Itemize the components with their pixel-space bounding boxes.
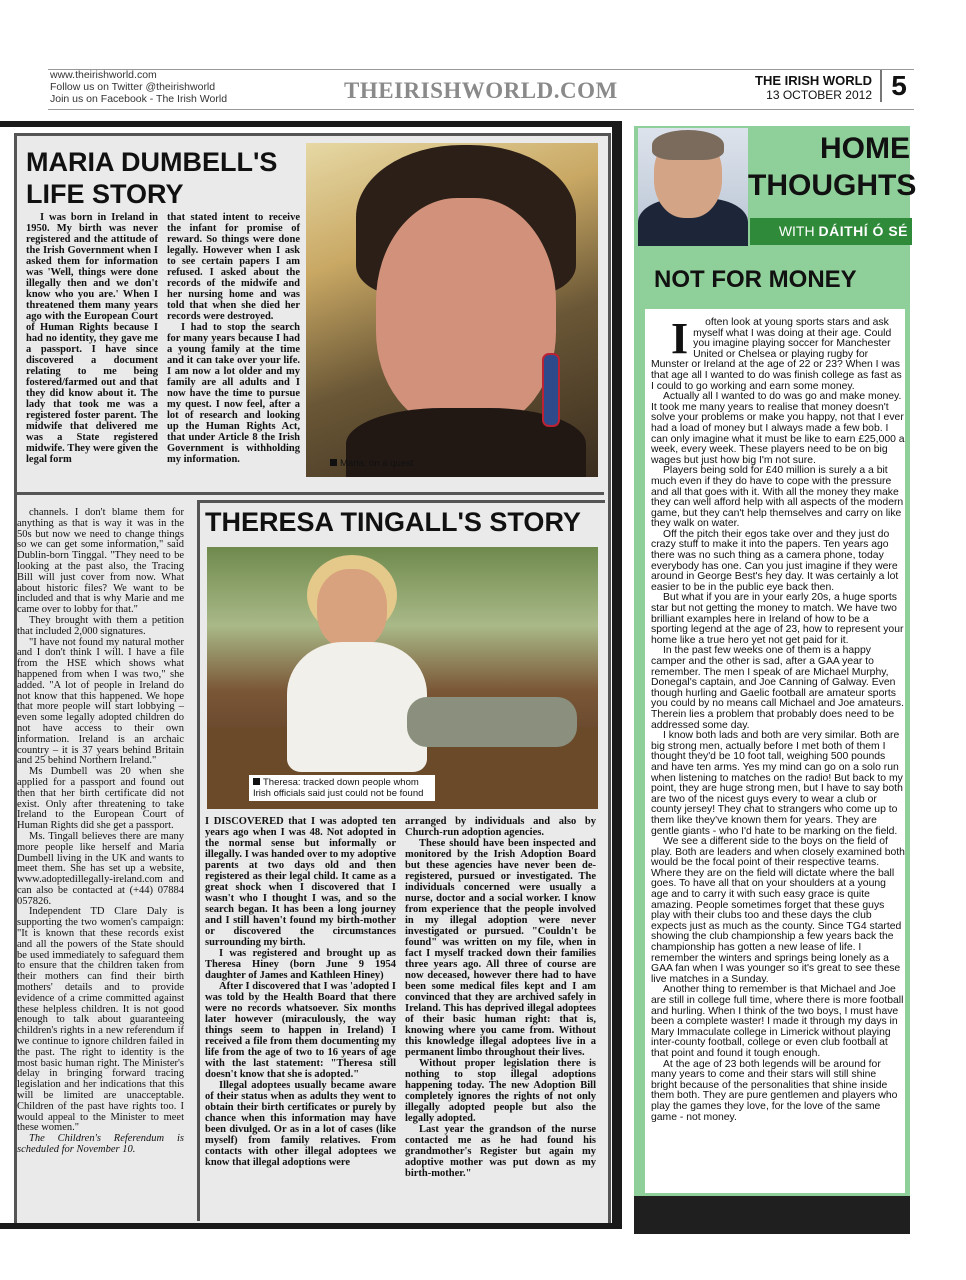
column-lead-text: often look at young sports stars and ask myself what I was doing at their age. Could you imagine playing soccer for Manchester United or Chelsea or playing rugby for Munster or Ireland at the age of 22 or 23? When I was that age all I wanted to do was finish college as fast as I could to go working and earn some money. bbox=[651, 317, 902, 392]
column-heading: HOME THOUGHTS bbox=[748, 132, 917, 202]
theresa-column-1 bbox=[205, 816, 396, 1168]
column-paragraph: Actually all I wanted to do was go and make money. It took me many years to realise that money doesn't solve your problems or make you happy, not that I ever had a load of money but I always made a few bob. I can only imagine what it must be like to earn £25,000 a week, every week. These players need to be on big wages but just how big I'm not sure. bbox=[651, 391, 905, 466]
page-number: 5 bbox=[880, 70, 916, 102]
theresa-paragraph: arranged by individuals and also by Church-run adoption agencies. bbox=[405, 816, 596, 838]
column-paragraph: Another thing to remember is that Michael and Joe are still in college full time, where there is more football and hurling. When I think of the two boys, I must have been a complete waster! I made it through my days in Mary Immaculate college in Limerick without playing inter-county football, college or even club football at that point and found it tough enough. bbox=[651, 984, 904, 1059]
column-paragraph: Off the pitch their egos take over and they just do crazy stuff to make it into the papers. Ten years ago there was no such thing as a camera phone, today everybody has one. Can you just imagine if they were around in George Best's hey day. It was certainly a lot easier to be in the public eye back then. bbox=[651, 528, 899, 593]
continuation-paragraph: They brought with them a petition that included 2,000 signatures. bbox=[17, 614, 184, 637]
theresa-caption-text: Theresa: tracked down people whom Irish officials said just could not be found bbox=[253, 777, 424, 799]
column-paragraph: We see a different side to the boys on the field of play. Both are leaders and when closely examined both would be the focal point of their respective teams. Where they are on the field will dictate where the ball goes. To have all that on your shoulders at a young age and to carry it with such easy grace is quite amazing. People sometimes forget that these guys play with their clubs too and these days the club expects just as much as the county. Since TG4 started showing the club championship a few years back the championship has gotten a new lease of life. I remember the winters and springs being lonely as a GAA fan when I was younger so it's great to see these live matches in a Sunday. bbox=[651, 836, 905, 985]
maria-paragraph: I was born in Ireland in 1950. My birth was never registered and the attitude of the Irish Government when I asked them for information was 'Well, things were done illegally then and we don't know who you are.' When I threatened them many years ago with the European Court of Human Rights because I had no identity, they gave me a passport. I have since discovered a document relating to me being fostered/farmed out and that they did know about it. The lady that took me was a registered foster parent. The midwife that delivered me was a State registered midwife. They were given the legal form bbox=[26, 212, 158, 465]
referendum-footnote: The Children's Referendum is scheduled for November 10. bbox=[17, 1133, 184, 1156]
continuation-paragraph: "I have not found my natural mother and I don't think I will. I have a file from the HSE which shows what happened from when I was two," she added. "A lot of people in Ireland do not know that this happened. We hope that more people will start lobbying – even some legally adopted children do not have access to their own information. Ireland is an archaic country – it is 37 years behind Britain and 25 behind Northern Ireland." bbox=[17, 636, 184, 767]
caption-square-icon bbox=[253, 778, 260, 785]
maria-paragraph: that stated intent to receive the infant for promise of reward. So things were done legally. However when I ask to see certain papers I am refused. I asked about the records of the midwife and her nursing home and was told that when she died her records were destroyed. bbox=[167, 212, 300, 322]
theresa-paragraph: Last year the grandson of the nurse contacted me as he had found his grandmother's Register but again my adoptive mother was put down as my birth-mother." bbox=[405, 1124, 596, 1179]
column-paragraph: At the age of 23 both legends will be around for many years to come and their stars will still shine bright because of the personalities that shine inside them both. They are pure gentlemen and players who play the games they love, for the love of the same game - not money. bbox=[651, 1058, 898, 1123]
drop-cap: I bbox=[671, 314, 689, 363]
continuation-paragraph: Ms Dumbell was 20 when she applied for a passport and found out then that her birth certificate did not exist. Only after threatening to take Ireland to the European Court of Human Rights did she get a passport. bbox=[17, 766, 184, 832]
masthead-links bbox=[50, 69, 227, 105]
byline-author: DÁITHÍ Ó SÉ bbox=[818, 223, 908, 239]
column-paragraph: In the past few weeks one of them is a happy camper and the other is sad, after a GAA year to remember. The men I speak of are Michael Murphy, Donegal's captain, and Joe Canning of Galway. Even though hurling and Gaelic football are amateur sports you could by no means call Michael and Joe amateurs. Therein lies a problem that probably does need to be addressed some day. bbox=[651, 645, 904, 731]
photo-face bbox=[376, 198, 556, 428]
theresa-paragraph: These should have been inspected and monitored by the Irish Adoption Board but these agencies have never been de-registered, pursued or investigated. The individuals concerned were usually a nurse, doctor and a social worker. I know from experience that the people involved in my illegal adoption were never investigated or pursued. "Couldn't be found" was written on my file, when in fact I myself tracked down their families three years ago. All three of course are now deceased, however there had to have been some medical files kept and I am convinced that they are archived safely in Ireland. This has deprived illegal adoptees of their basic human right: that is, knowing where you came from. Without this knowledge illegal adoptees live in a permanent limbo throughout their lives. bbox=[405, 838, 596, 1058]
theresa-paragraph: Without proper legislation there is nothing to stop illegal adoptions happening today. The new Adoption Bill completely ignores the rights of not only illegally adopted people but also the legally adopted. bbox=[405, 1058, 596, 1124]
theresa-caption bbox=[249, 775, 435, 801]
photo-earring bbox=[542, 353, 560, 427]
story-continuation bbox=[17, 508, 184, 1156]
continuation-paragraph: Independent TD Clare Daly is supporting the two women's campaign: "It is known that these records exist and all the powers of the State should be used immediately to safeguard them to ensure that the children taken from their mothers can find their birth mothers' details and to provide evidence of a crime committed against these helpless children. It is not good enough to talk about guaranteeing children's rights in a new referendum if we continue to ignore children failed in the past. The right to identity is the most basic human right. The Minister's delay in bringing forward tracing legislation and her indications that this will be limited are unacceptable. Children of the past have rights too. I would appeal to the Minister to meet these women." bbox=[17, 906, 184, 1134]
column-paragraph: But what if you are in your early 20s, a huge sports star but not getting the money to match. We have two brilliant examples here in Ireland of how to be a sporting legend at the age of 23, how to represent your home like a true hero yet not get paid for it. bbox=[651, 592, 904, 646]
maria-column-2 bbox=[167, 212, 300, 465]
theresa-paragraph: I DISCOVERED that I was adopted ten years ago when I was 48. Not adopted in the normal sense but informally or illegally. I was handed over to my adoptive parents at two days old and then registered as their legal child. It came as a great shock when I discovered that I wasn't who I thought I was, and so the search began. It has been a long journey and I still haven't found my birth-mother or discovered the circumstances surrounding my birth. bbox=[205, 816, 396, 948]
continuation-paragraph: channels. I don't blame them for anything as that is way it was in the 50s but now we need to change things so we can get some information," said Dublin-born Tinggal. "They need to be looking at the past also, the Tracing Bill will just cover from now. What about historic files? We want to be included and that is why Marie and me came over to lobby for that." bbox=[17, 507, 184, 616]
photo-hair bbox=[652, 130, 724, 160]
maria-photo bbox=[306, 143, 598, 477]
paper-info bbox=[700, 74, 872, 102]
column-body bbox=[651, 314, 905, 1123]
theresa-paragraph: I was registered and brought up as Theresa Hiney (born June 9 1954 daughter of James and Kathleen Hiney) bbox=[205, 948, 396, 981]
frame-shadow bbox=[612, 121, 622, 1228]
photo-body bbox=[287, 642, 427, 772]
website-link[interactable]: www.theirishworld.com bbox=[50, 69, 157, 81]
maria-column-1 bbox=[26, 212, 158, 465]
site-title: THEIRISHWORLD.COM bbox=[344, 78, 618, 103]
columnist-photo bbox=[638, 128, 748, 246]
column-paragraph: I know both lads and both are very similar. Both are big strong men, actually before I met both of them I thought they'd be 10 foot tall, weighing 500 pounds and have ten arms. Yes my mind can go on a solo run when listening to matches on the radio! But back to my point, they are huge strong men, but I have to say both are two of the nicest guys every to wear a club or county jersey! They chat to strangers who come up to them like they've known them for years. They are gentle giants - who I'd hate to be marking on the field. bbox=[651, 730, 903, 837]
masthead-bottom-rule bbox=[48, 109, 914, 110]
maria-story-title: MARIA DUMBELL'S LIFE STORY bbox=[26, 147, 278, 209]
theresa-story-title: THERESA TINGALL'S STORY bbox=[205, 507, 581, 537]
frame-top-bar bbox=[0, 121, 622, 127]
frame-bottom-bar bbox=[0, 1223, 622, 1229]
column-paragraph bbox=[651, 314, 905, 392]
photo-legs bbox=[407, 697, 577, 747]
byline-with: WITH bbox=[778, 223, 815, 239]
column-paragraph: Players being sold for £40 million is surely a a bit much even if they do have to cope with the pressure and all that goes with it. With all the money they make they can well afford help with all aspects of the modern game, but they can't help themselves and carry on like they walk on water. bbox=[651, 465, 904, 530]
caption-square-icon bbox=[330, 459, 337, 466]
column-title: NOT FOR MONEY bbox=[654, 266, 857, 293]
theresa-column-2 bbox=[405, 816, 596, 1179]
column-footer-bar bbox=[634, 1196, 910, 1234]
theresa-paragraph: After I discovered that I was 'adopted I was told by the Health Board that there were no records whatsoever. Six months later however (miraculously, the way things seem to happen in Ireland) I received a file from them documenting my life from the age of two to 16 years of age with the last statement: "Theresa still doesn't know that she is adopted." bbox=[205, 981, 396, 1080]
facebook-link[interactable]: Join us on Facebook - The Irish World bbox=[50, 93, 228, 105]
paper-name: THE IRISH WORLD bbox=[755, 73, 872, 88]
twitter-link[interactable]: Follow us on Twitter @theirishworld bbox=[50, 81, 216, 93]
photo-face bbox=[317, 569, 387, 649]
maria-caption-text: Maria: on a quest bbox=[340, 458, 414, 469]
continuation-paragraph: Ms. Tingall believes there are many more people like herself and Maria Dumbell living in the UK and wants to meet them. She has set up a website, www.adoptedillegally-ireland.com and can also be contacted at (+44) 07884 057826. bbox=[17, 830, 184, 907]
theresa-paragraph: Illegal adoptees usually became aware of their status when as adults they went to obtain their birth certificates or purely by chance when this information may have been divulged. Or as in a lot of cases (like myself) from family relatives. From contacts with other illegal adoptees we know that illegal adoptions were bbox=[205, 1080, 396, 1168]
byline-bar bbox=[750, 218, 912, 245]
theresa-photo bbox=[207, 547, 598, 809]
maria-caption bbox=[330, 458, 413, 469]
maria-paragraph: I had to stop the search for many years because I had a young family at the time and it can take over your life. I am now a lot older and my family are all adults and I now have the time to pursue my quest. I now feel, after a lot of research and looking up the Human Rights Act, that under Article 8 the Irish Government is withholding my information. bbox=[167, 322, 300, 465]
issue-date: 13 OCTOBER 2012 bbox=[766, 88, 872, 102]
